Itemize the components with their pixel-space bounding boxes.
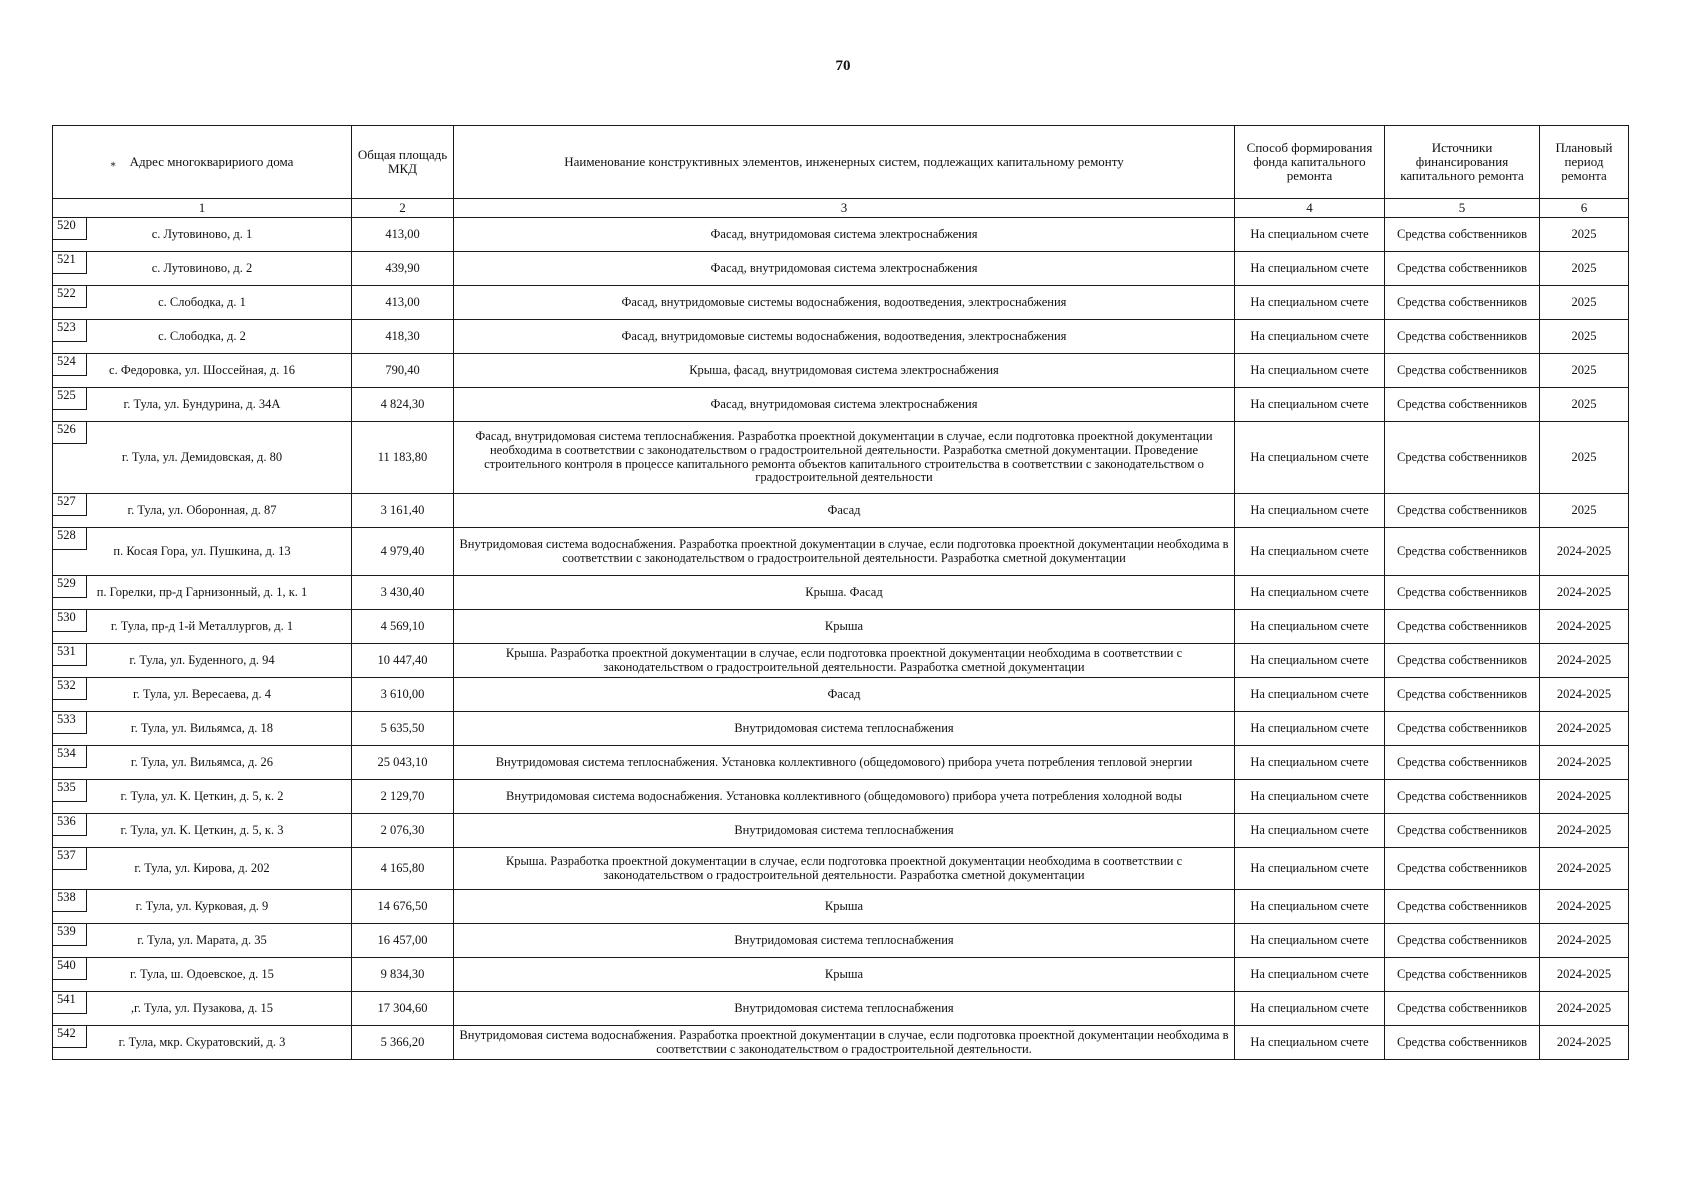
header-source: Источники финансирования капитального ремонта	[1385, 126, 1540, 199]
row-number: 542	[53, 1026, 87, 1048]
area-cell: 5 635,50	[352, 712, 454, 746]
fund-cell: На специальном счете	[1235, 678, 1385, 712]
area-cell: 4 569,10	[352, 610, 454, 644]
period-cell: 2024-2025	[1540, 958, 1629, 992]
row-number: 535	[53, 780, 87, 802]
elements-cell: Фасад, внутридомовая система электроснабжения	[454, 218, 1235, 252]
address-cell	[53, 388, 352, 422]
period-cell: 2024-2025	[1540, 890, 1629, 924]
address-cell	[53, 958, 352, 992]
period-cell: 2025	[1540, 388, 1629, 422]
header-address-label: Адрес многокваририого дома	[129, 153, 294, 169]
row-number: 538	[53, 890, 87, 912]
address-cell	[53, 678, 352, 712]
table-row	[53, 814, 1629, 848]
header-address	[53, 126, 352, 199]
elements-cell: Фасад	[454, 678, 1235, 712]
fund-cell: На специальном счете	[1235, 354, 1385, 388]
row-number: 525	[53, 388, 87, 410]
period-cell: 2024-2025	[1540, 848, 1629, 890]
fund-cell: На специальном счете	[1235, 252, 1385, 286]
area-cell: 11 183,80	[352, 422, 454, 494]
area-cell: 3 430,40	[352, 576, 454, 610]
elements-cell: Внутридомовая система водоснабжения. Разработка проектной документации в случае, если подготовка проектной документации необходима в соответствии с законодательством о градостроительной деятельности.	[454, 1026, 1235, 1060]
area-cell: 2 129,70	[352, 780, 454, 814]
fund-cell: На специальном счете	[1235, 494, 1385, 528]
area-cell: 3 161,40	[352, 494, 454, 528]
row-number: 530	[53, 610, 87, 632]
address-cell	[53, 712, 352, 746]
address-cell	[53, 746, 352, 780]
row-number: 540	[53, 958, 87, 980]
source-cell: Средства собственников	[1385, 494, 1540, 528]
address-text: г. Тула, ул. Вильямса, д. 26	[130, 754, 274, 769]
address-cell	[53, 814, 352, 848]
elements-cell: Крыша	[454, 610, 1235, 644]
address-text: г. Тула, мкр. Скуратовский, д. 3	[118, 1034, 286, 1049]
address-cell	[53, 528, 352, 576]
area-cell: 3 610,00	[352, 678, 454, 712]
header-period: Плановый период ремонта	[1540, 126, 1629, 199]
address-text: г. Тула, ул. Кирова, д. 202	[134, 860, 270, 875]
fund-cell: На специальном счете	[1235, 644, 1385, 678]
area-cell: 413,00	[352, 218, 454, 252]
source-cell: Средства собственников	[1385, 746, 1540, 780]
row-number: 521	[53, 252, 87, 274]
column-number: 2	[352, 199, 454, 218]
fund-cell: На специальном счете	[1235, 610, 1385, 644]
address-cell	[53, 252, 352, 286]
table-row	[53, 388, 1629, 422]
address-text: г. Тула, ул. Марата, д. 35	[137, 932, 267, 947]
address-cell	[53, 218, 352, 252]
fund-cell: На специальном счете	[1235, 780, 1385, 814]
period-cell: 2024-2025	[1540, 746, 1629, 780]
area-cell: 413,00	[352, 286, 454, 320]
row-number: 537	[53, 848, 87, 870]
address-cell	[53, 576, 352, 610]
row-number: 520	[53, 218, 87, 240]
source-cell: Средства собственников	[1385, 780, 1540, 814]
address-cell	[53, 494, 352, 528]
area-cell: 4 824,30	[352, 388, 454, 422]
source-cell: Средства собственников	[1385, 286, 1540, 320]
elements-cell: Внутридомовая система теплоснабжения	[454, 712, 1235, 746]
address-cell	[53, 610, 352, 644]
table-row	[53, 286, 1629, 320]
header-elements: Наименование конструктивных элементов, инженерных систем, подлежащих капитальному ремонту	[454, 126, 1235, 199]
fund-cell: На специальном счете	[1235, 890, 1385, 924]
address-text: п. Горелки, пр-д Гарнизонный, д. 1, к. 1	[96, 584, 308, 599]
fund-cell: На специальном счете	[1235, 528, 1385, 576]
table-row	[53, 992, 1629, 1026]
source-cell: Средства собственников	[1385, 576, 1540, 610]
address-cell	[53, 780, 352, 814]
area-cell: 418,30	[352, 320, 454, 354]
source-cell: Средства собственников	[1385, 890, 1540, 924]
address-text: г. Тула, ул. Демидовская, д. 80	[121, 449, 283, 464]
header-fund: Способ формирования фонда капитального ремонта	[1235, 126, 1385, 199]
period-cell: 2024-2025	[1540, 712, 1629, 746]
row-number: 534	[53, 746, 87, 768]
elements-cell: Фасад, внутридомовые системы водоснабжения, водоотведения, электроснабжения	[454, 320, 1235, 354]
period-cell: 2024-2025	[1540, 780, 1629, 814]
address-text: г. Тула, ул. Вересаева, д. 4	[132, 686, 272, 701]
elements-cell: Крыша, фасад, внутридомовая система электроснабжения	[454, 354, 1235, 388]
address-cell	[53, 286, 352, 320]
row-number: 522	[53, 286, 87, 308]
table-row	[53, 924, 1629, 958]
table-row	[53, 320, 1629, 354]
area-cell: 4 165,80	[352, 848, 454, 890]
table-row	[53, 528, 1629, 576]
address-cell	[53, 644, 352, 678]
area-cell: 17 304,60	[352, 992, 454, 1026]
period-cell: 2025	[1540, 286, 1629, 320]
table-row	[53, 576, 1629, 610]
table-body	[53, 218, 1629, 1060]
area-cell: 4 979,40	[352, 528, 454, 576]
period-cell: 2025	[1540, 252, 1629, 286]
elements-cell: Фасад, внутридомовая система теплоснабжения. Разработка проектной документации в случае, если подготовка проектной документации необходима в соответствии с законодательством о градостроительной деятельности. Разработка сметной документации. Проведение строительного контроля в процессе капитального ремонта объектов капитального строительства в соответствии с законодательством о градостроительной деятельности	[454, 422, 1235, 494]
area-cell: 790,40	[352, 354, 454, 388]
period-cell: 2024-2025	[1540, 1026, 1629, 1060]
address-text: с. Слободка, д. 1	[158, 294, 246, 309]
address-text: с. Федоровка, ул. Шоссейная, д. 16	[109, 362, 295, 377]
period-cell: 2024-2025	[1540, 576, 1629, 610]
area-cell: 9 834,30	[352, 958, 454, 992]
elements-cell: Внутридомовая система теплоснабжения. Установка коллективного (общедомового) прибора учета потребления тепловой энергии	[454, 746, 1235, 780]
area-cell: 5 366,20	[352, 1026, 454, 1060]
page-number: 70	[835, 58, 851, 74]
address-text: г. Тула, ул. Оборонная, д. 87	[127, 502, 277, 517]
source-cell: Средства собственников	[1385, 388, 1540, 422]
fund-cell: На специальном счете	[1235, 1026, 1385, 1060]
address-cell	[53, 890, 352, 924]
fund-cell: На специальном счете	[1235, 218, 1385, 252]
elements-cell: Крыша. Разработка проектной документации в случае, если подготовка проектной документации необходима в соответствии с законодательством о градостроительной деятельности. Разработка сметной документации	[454, 848, 1235, 890]
fund-cell: На специальном счете	[1235, 992, 1385, 1026]
row-number: 532	[53, 678, 87, 700]
source-cell: Средства собственников	[1385, 528, 1540, 576]
address-text: с. Слободка, д. 2	[158, 328, 246, 343]
area-cell: 14 676,50	[352, 890, 454, 924]
table-row	[53, 610, 1629, 644]
table-row	[53, 746, 1629, 780]
table-row	[53, 644, 1629, 678]
source-cell: Средства собственников	[1385, 848, 1540, 890]
table-row	[53, 958, 1629, 992]
period-cell: 2024-2025	[1540, 924, 1629, 958]
row-number: 536	[53, 814, 87, 836]
table-row	[53, 422, 1629, 494]
elements-cell: Внутридомовая система теплоснабжения	[454, 814, 1235, 848]
source-cell: Средства собственников	[1385, 712, 1540, 746]
row-number: 539	[53, 924, 87, 946]
elements-cell: Внутридомовая система теплоснабжения	[454, 924, 1235, 958]
table-row	[53, 218, 1629, 252]
header-row	[53, 126, 1629, 199]
period-cell: 2025	[1540, 320, 1629, 354]
source-cell: Средства собственников	[1385, 644, 1540, 678]
address-text: г. Тула, ул. Курковая, д. 9	[135, 898, 269, 913]
address-text: г. Тула, пр-д 1-й Металлургов, д. 1	[110, 618, 294, 633]
area-cell: 439,90	[352, 252, 454, 286]
header-marker: ⁎	[110, 157, 116, 169]
column-number: 3	[454, 199, 1235, 218]
elements-cell: Крыша	[454, 890, 1235, 924]
area-cell: 25 043,10	[352, 746, 454, 780]
table-row	[53, 780, 1629, 814]
table-row	[53, 712, 1629, 746]
address-cell	[53, 354, 352, 388]
source-cell: Средства собственников	[1385, 678, 1540, 712]
source-cell: Средства собственников	[1385, 610, 1540, 644]
row-number: 528	[53, 528, 87, 550]
address-text: г. Тула, ул. К. Цеткин, д. 5, к. 3	[120, 822, 284, 837]
column-number-row	[53, 199, 1629, 218]
source-cell: Средства собственников	[1385, 1026, 1540, 1060]
header-area: Общая площадь МКД	[352, 126, 454, 199]
fund-cell: На специальном счете	[1235, 286, 1385, 320]
address-text: с. Лутовиново, д. 2	[151, 260, 253, 275]
row-number: 529	[53, 576, 87, 598]
address-cell	[53, 320, 352, 354]
source-cell: Средства собственников	[1385, 958, 1540, 992]
elements-cell: Внутридомовая система теплоснабжения	[454, 992, 1235, 1026]
row-number: 526	[53, 422, 87, 444]
row-number: 531	[53, 644, 87, 666]
elements-cell: Фасад, внутридомовые системы водоснабжения, водоотведения, электроснабжения	[454, 286, 1235, 320]
fund-cell: На специальном счете	[1235, 746, 1385, 780]
row-number: 533	[53, 712, 87, 734]
address-text: ,г. Тула, ул. Пузакова, д. 15	[130, 1000, 274, 1015]
column-number: 1	[53, 199, 352, 218]
row-number: 524	[53, 354, 87, 376]
period-cell: 2024-2025	[1540, 528, 1629, 576]
source-cell: Средства собственников	[1385, 814, 1540, 848]
address-text: г. Тула, ул. Бундурина, д. 34А	[123, 396, 281, 411]
period-cell: 2024-2025	[1540, 678, 1629, 712]
elements-cell: Фасад	[454, 494, 1235, 528]
fund-cell: На специальном счете	[1235, 576, 1385, 610]
elements-cell: Крыша. Фасад	[454, 576, 1235, 610]
period-cell: 2025	[1540, 218, 1629, 252]
source-cell: Средства собственников	[1385, 354, 1540, 388]
row-number: 541	[53, 992, 87, 1014]
source-cell: Средства собственников	[1385, 320, 1540, 354]
address-cell	[53, 848, 352, 890]
elements-cell: Крыша. Разработка проектной документации в случае, если подготовка проектной документации необходима в соответствии с законодательством о градостроительной деятельности. Разработка сметной документации	[454, 644, 1235, 678]
row-number: 523	[53, 320, 87, 342]
source-cell: Средства собственников	[1385, 218, 1540, 252]
period-cell: 2024-2025	[1540, 992, 1629, 1026]
address-cell	[53, 924, 352, 958]
elements-cell: Внутридомовая система водоснабжения. Разработка проектной документации в случае, если подготовка проектной документации необходима в соответствии с законодательством о градостроительной деятельности. Разработка сметной документации	[454, 528, 1235, 576]
period-cell: 2025	[1540, 494, 1629, 528]
area-cell: 10 447,40	[352, 644, 454, 678]
address-cell	[53, 992, 352, 1026]
address-text: с. Лутовиново, д. 1	[151, 226, 253, 241]
column-number: 6	[1540, 199, 1629, 218]
column-number: 5	[1385, 199, 1540, 218]
table-row	[53, 890, 1629, 924]
source-cell: Средства собственников	[1385, 924, 1540, 958]
elements-cell: Фасад, внутридомовая система электроснабжения	[454, 388, 1235, 422]
period-cell: 2025	[1540, 354, 1629, 388]
address-text: г. Тула, ул. Буденного, д. 94	[129, 652, 275, 667]
fund-cell: На специальном счете	[1235, 924, 1385, 958]
table-row	[53, 678, 1629, 712]
table-row	[53, 494, 1629, 528]
period-cell: 2024-2025	[1540, 610, 1629, 644]
address-cell	[53, 422, 352, 494]
fund-cell: На специальном счете	[1235, 422, 1385, 494]
elements-cell: Крыша	[454, 958, 1235, 992]
fund-cell: На специальном счете	[1235, 814, 1385, 848]
source-cell: Средства собственников	[1385, 252, 1540, 286]
row-number: 527	[53, 494, 87, 516]
fund-cell: На специальном счете	[1235, 320, 1385, 354]
area-cell: 16 457,00	[352, 924, 454, 958]
source-cell: Средства собственников	[1385, 422, 1540, 494]
column-number: 4	[1235, 199, 1385, 218]
repair-plan-table	[52, 125, 1629, 1060]
elements-cell: Внутридомовая система водоснабжения. Установка коллективного (общедомового) прибора учета потребления холодной воды	[454, 780, 1235, 814]
table-row	[53, 1026, 1629, 1060]
address-text: г. Тула, ул. К. Цеткин, д. 5, к. 2	[120, 788, 284, 803]
fund-cell: На специальном счете	[1235, 958, 1385, 992]
table-row	[53, 252, 1629, 286]
fund-cell: На специальном счете	[1235, 712, 1385, 746]
area-cell: 2 076,30	[352, 814, 454, 848]
period-cell: 2025	[1540, 422, 1629, 494]
period-cell: 2024-2025	[1540, 814, 1629, 848]
fund-cell: На специальном счете	[1235, 848, 1385, 890]
address-cell	[53, 1026, 352, 1060]
address-text: п. Косая Гора, ул. Пушкина, д. 13	[113, 543, 291, 558]
elements-cell: Фасад, внутридомовая система электроснабжения	[454, 252, 1235, 286]
period-cell: 2024-2025	[1540, 644, 1629, 678]
table-row	[53, 354, 1629, 388]
source-cell: Средства собственников	[1385, 992, 1540, 1026]
address-text: г. Тула, ш. Одоевское, д. 15	[130, 966, 274, 981]
fund-cell: На специальном счете	[1235, 388, 1385, 422]
address-text: г. Тула, ул. Вильямса, д. 18	[130, 720, 274, 735]
table-row	[53, 848, 1629, 890]
